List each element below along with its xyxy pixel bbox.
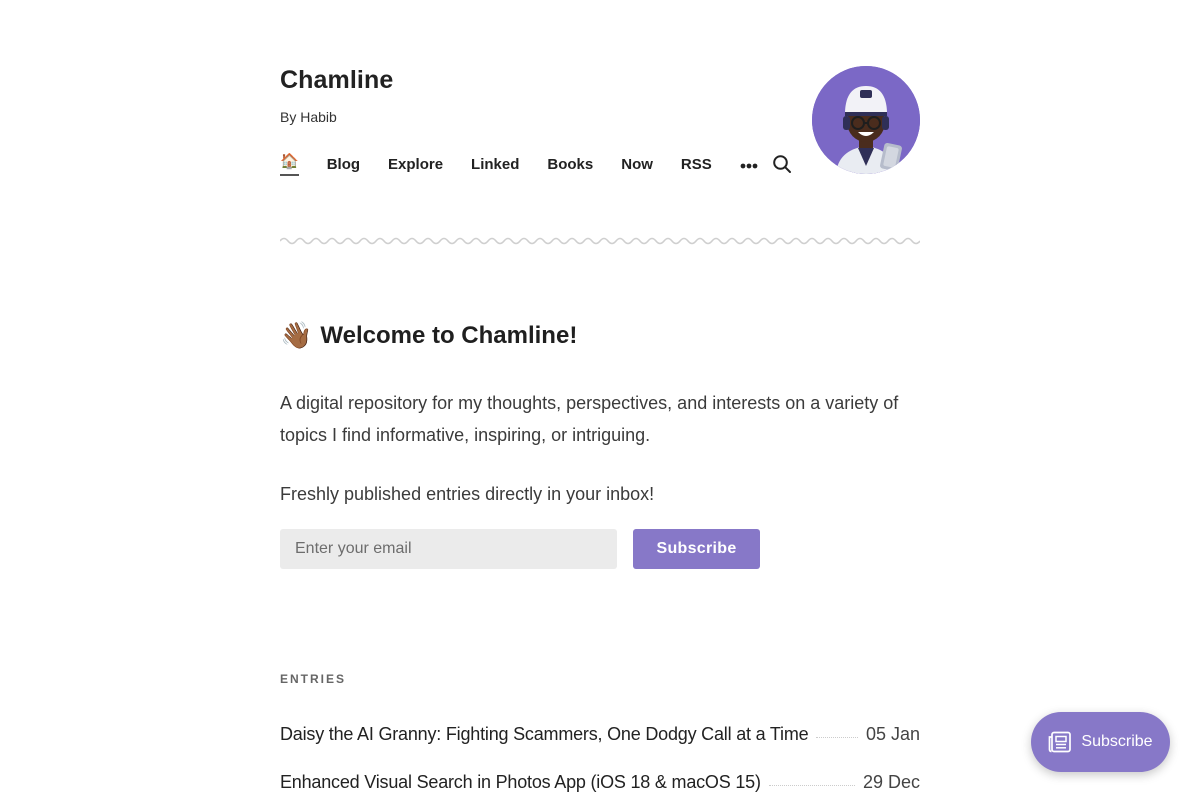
entries-label: ENTRIES bbox=[280, 672, 347, 686]
nav-item-explore[interactable]: Explore bbox=[388, 155, 444, 173]
welcome-heading-text: Welcome to Chamline! bbox=[320, 321, 578, 349]
nav-item-blog[interactable]: Blog bbox=[326, 155, 361, 173]
nav-item-books[interactable]: Books bbox=[547, 155, 594, 173]
newsletter-icon bbox=[1048, 731, 1072, 753]
floating-subscribe-button[interactable] bbox=[1031, 712, 1170, 772]
nav-item-rss[interactable]: RSS bbox=[680, 155, 712, 173]
nav-item-now[interactable]: Now bbox=[621, 155, 653, 173]
more-dots-icon[interactable] bbox=[740, 156, 758, 172]
welcome-heading bbox=[280, 320, 577, 351]
main-nav bbox=[280, 152, 792, 176]
site-title[interactable]: Chamline bbox=[280, 66, 394, 94]
home-icon[interactable]: 🏠 bbox=[280, 153, 299, 176]
entry-date: 29 Dec bbox=[862, 772, 920, 792]
email-field[interactable] bbox=[280, 529, 617, 569]
list-item[interactable] bbox=[280, 772, 920, 793]
byline: By Habib bbox=[280, 109, 337, 125]
wavy-divider bbox=[280, 234, 920, 248]
waving-hand-icon: 👋🏾 bbox=[280, 320, 313, 350]
entry-date: 05 Jan bbox=[865, 724, 920, 744]
subscribe-button[interactable]: Subscribe bbox=[633, 529, 760, 569]
floating-subscribe-label: Subscribe bbox=[1081, 733, 1153, 750]
nav-item-linked[interactable]: Linked bbox=[471, 155, 520, 173]
newsletter-text: Freshly published entries directly in your inbox! bbox=[280, 484, 655, 504]
list-item[interactable] bbox=[280, 724, 920, 745]
intro-text: A digital repository for my thoughts, perspectives, and interests on a variety of topics I find informative, inspiring, or intriguing. bbox=[280, 393, 899, 445]
search-icon[interactable] bbox=[772, 154, 792, 174]
entry-leader bbox=[816, 737, 858, 738]
entry-title[interactable]: Daisy the AI Granny: Fighting Scammers, One Dodgy Call at a Time bbox=[280, 724, 809, 744]
entry-leader bbox=[769, 785, 855, 786]
avatar[interactable] bbox=[812, 66, 920, 174]
entry-title[interactable]: Enhanced Visual Search in Photos App (iOS 18 & macOS 15) bbox=[280, 772, 761, 792]
